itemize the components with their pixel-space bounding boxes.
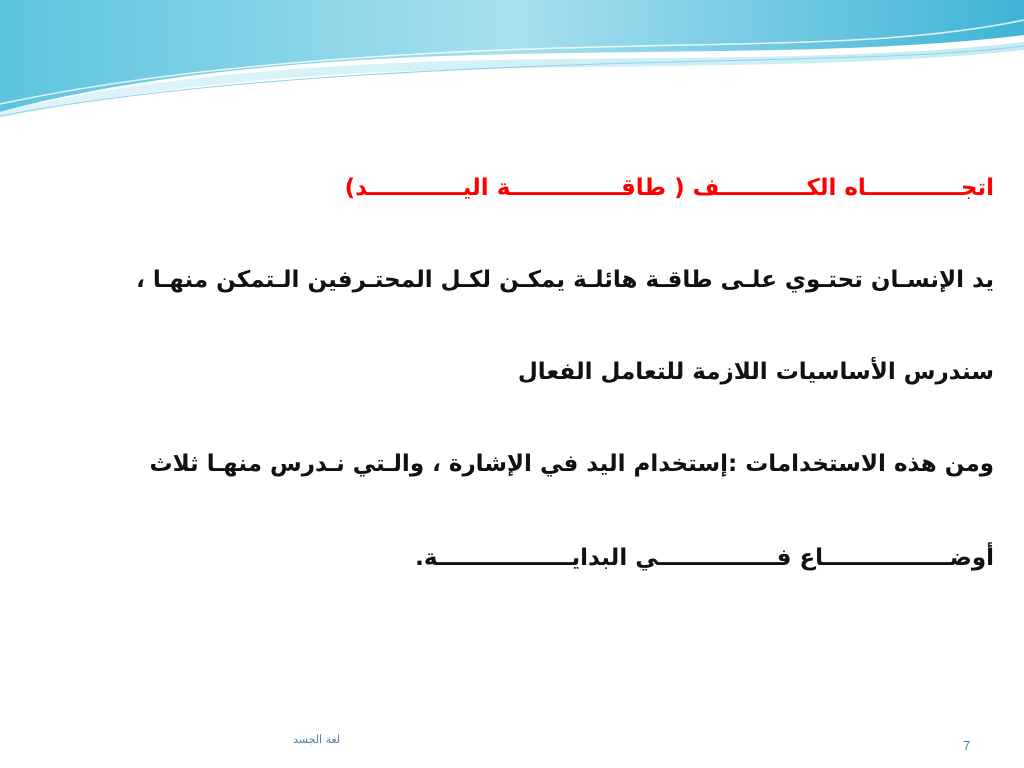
header-wave-decoration — [0, 0, 1024, 120]
footer-title: لغة الجسد — [293, 733, 341, 746]
page-number: 7 — [963, 738, 971, 753]
body-line-1: يد الإنسـان تحتـوي علـى طاقـة هائلـة يمكـن لكـل المحتـرفين الـتمكن منهـا ، — [136, 267, 994, 293]
slide-body — [28, 165, 994, 627]
body-line-3: ومن هذه الاستخدامات :إستخدام اليد في الإشارة ، والـتي نـدرس منهـا ثلاث — [149, 451, 994, 477]
body-line-4: أوضــــــــــــــــاع فـــــــــــــــي البدايـــــــــــــــــة. — [415, 545, 994, 571]
slide-heading: اتجــــــــــــاه الكـــــــــــف ( طاقــــــــــــــة اليــــــــــــد) — [344, 175, 994, 201]
body-line-2: سندرس الأساسيات اللازمة للتعامل الفعال — [517, 359, 994, 385]
